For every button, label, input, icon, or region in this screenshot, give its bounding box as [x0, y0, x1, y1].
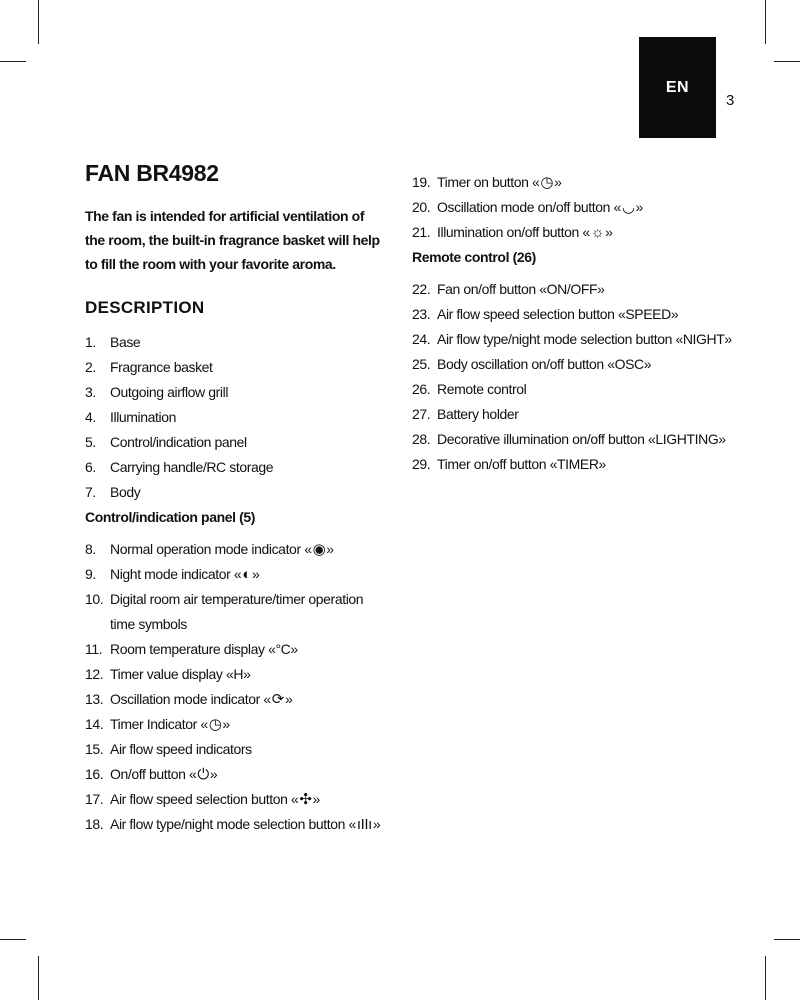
item-text: Oscillation mode on/off button « [437, 199, 621, 215]
list-item [412, 277, 772, 302]
item-text: Body [110, 484, 141, 500]
item-text: Illumination [110, 409, 177, 425]
item-number: 26. [412, 381, 431, 397]
item-text-wrap [437, 195, 772, 220]
item-text: Timer value display «H» [110, 666, 251, 682]
list-item [412, 377, 772, 402]
item-number: 10. [85, 591, 104, 607]
item-text-wrap [110, 762, 385, 787]
item-text-wrap [110, 455, 385, 480]
item-number: 11. [85, 641, 103, 657]
item-text-end: » [635, 199, 643, 215]
list-item [412, 302, 772, 327]
list-item [412, 402, 772, 427]
panel-list [85, 537, 385, 837]
remote-list [412, 277, 772, 477]
list-item [85, 687, 385, 712]
item-text: Air flow type/night mode selection button «NIGHT» [437, 331, 732, 347]
item-number: 19. [412, 174, 431, 190]
item-text-wrap [110, 712, 385, 737]
list-item [85, 562, 385, 587]
item-text-wrap [110, 537, 385, 562]
item-text-wrap [110, 355, 385, 380]
flow-type-icon: ıIIı [356, 816, 372, 833]
item-text-end: » [554, 174, 562, 190]
item-text: Battery holder [437, 406, 519, 422]
item-text-wrap [437, 302, 772, 327]
item-text-wrap [110, 637, 385, 662]
item-number: 16. [85, 766, 104, 782]
item-text: Timer on button « [437, 174, 540, 190]
item-text: Normal operation mode indicator « [110, 541, 312, 557]
item-number: 17. [85, 791, 104, 807]
list-item [412, 452, 772, 477]
list-item [85, 762, 385, 787]
item-text-end: » [209, 766, 218, 782]
item-text-wrap [437, 377, 772, 402]
remote-heading: Remote control (26) [412, 249, 536, 265]
list-item [412, 220, 772, 245]
item-number: 1. [85, 334, 96, 350]
item-text: Outgoing airflow grill [110, 384, 229, 400]
item-text-wrap [110, 737, 385, 762]
list-item [85, 587, 385, 637]
intro-paragraph: The fan is intended for artificial ventilation of the room, the built-in fragrance basket will help to fill the room with your favorite aroma. [85, 208, 380, 272]
item-text-wrap [437, 327, 772, 352]
normal-mode-icon: ◉ [312, 541, 326, 558]
list-item [85, 355, 385, 380]
list-item [85, 455, 385, 480]
oscillation-icon: ◡ [621, 199, 635, 216]
crop-mark [0, 939, 26, 940]
list-item [412, 327, 772, 352]
item-text-wrap [437, 452, 772, 477]
list-item [85, 787, 385, 812]
buttons-list [412, 170, 772, 245]
language-tab [639, 37, 716, 138]
oscillation-indicator-icon: ⟳ [271, 691, 284, 708]
item-text-wrap [110, 430, 385, 455]
power-icon: ⏻ [197, 766, 209, 783]
item-number: 4. [85, 409, 96, 425]
item-number: 29. [412, 456, 431, 472]
item-text-wrap [110, 562, 385, 587]
item-number: 14. [85, 716, 104, 732]
left-column [85, 160, 385, 837]
item-text-end: » [372, 816, 381, 832]
item-text-wrap [110, 587, 385, 637]
item-text: Carrying handle/RC storage [110, 459, 274, 475]
item-text: Oscillation mode indicator « [110, 691, 271, 707]
item-text-wrap [110, 662, 385, 687]
item-text-end: » [312, 791, 320, 807]
item-number: 28. [412, 431, 431, 447]
list-item [85, 430, 385, 455]
item-text: Base [110, 334, 141, 350]
item-text-wrap [437, 170, 772, 195]
item-text-wrap [110, 812, 385, 837]
page-number: 3 [726, 92, 735, 109]
item-text: Body oscillation on/off button «OSC» [437, 356, 652, 372]
item-number: 3. [85, 384, 96, 400]
crop-mark [774, 939, 800, 940]
night-mode-icon: ◐ [242, 566, 251, 583]
timer-icon: ◷ [540, 174, 554, 191]
list-item [412, 170, 772, 195]
item-text: Digital room air temperature/timer operation time symbols [110, 591, 364, 632]
item-number: 5. [85, 434, 96, 450]
crop-mark [765, 0, 766, 44]
list-item [412, 352, 772, 377]
item-number: 7. [85, 484, 96, 500]
fan-speed-icon: ✣ [299, 791, 312, 808]
item-text-wrap [437, 427, 772, 452]
item-number: 22. [412, 281, 431, 297]
item-text: Air flow speed selection button «SPEED» [437, 306, 679, 322]
item-text-wrap [437, 402, 772, 427]
item-text-end: » [284, 691, 293, 707]
crop-mark [765, 956, 766, 1000]
page-title: FAN BR4982 [85, 160, 219, 186]
right-column [412, 170, 772, 477]
item-text: On/off button « [110, 766, 197, 782]
item-number: 20. [412, 199, 431, 215]
list-item [85, 637, 385, 662]
list-item [85, 737, 385, 762]
list-item [85, 330, 385, 355]
crop-mark [38, 956, 39, 1000]
item-text-wrap [110, 787, 385, 812]
list-item [412, 427, 772, 452]
item-number: 21. [412, 224, 431, 240]
item-number: 2. [85, 359, 96, 375]
list-item [85, 662, 385, 687]
item-text: Air flow type/night mode selection button « [110, 816, 356, 832]
item-number: 6. [85, 459, 96, 475]
item-number: 23. [412, 306, 431, 322]
item-text-wrap [110, 480, 385, 505]
item-number: 15. [85, 741, 104, 757]
item-number: 25. [412, 356, 431, 372]
item-text-wrap [110, 330, 385, 355]
list-item [85, 537, 385, 562]
item-number: 12. [85, 666, 104, 682]
item-number: 8. [85, 541, 96, 557]
description-heading: DESCRIPTION [85, 298, 205, 317]
item-text: Timer Indicator « [110, 716, 208, 732]
item-text: Remote control [437, 381, 527, 397]
item-text-end: » [222, 716, 230, 732]
item-text-wrap [437, 277, 772, 302]
list-item [85, 712, 385, 737]
item-text-end: » [326, 541, 334, 557]
parts-list [85, 330, 385, 505]
item-number: 18. [85, 816, 104, 832]
item-text: Night mode indicator « [110, 566, 242, 582]
crop-mark [38, 0, 39, 44]
list-item [85, 405, 385, 430]
item-text-end: » [251, 566, 260, 582]
crop-mark [774, 61, 800, 62]
item-text: Decorative illumination on/off button «LIGHTING» [437, 431, 726, 447]
list-item [85, 480, 385, 505]
item-text-wrap [437, 352, 772, 377]
crop-mark [0, 61, 26, 62]
item-text: Air flow speed selection button « [110, 791, 299, 807]
item-text-wrap [437, 220, 772, 245]
item-text: Fragrance basket [110, 359, 213, 375]
item-number: 13. [85, 691, 104, 707]
timer-indicator-icon: ◷ [208, 716, 222, 733]
item-number: 27. [412, 406, 431, 422]
item-text: Control/indication panel [110, 434, 247, 450]
list-item [85, 812, 385, 837]
language-label: EN [665, 78, 690, 96]
item-text-wrap [110, 687, 385, 712]
item-text: Timer on/off button «TIMER» [437, 456, 606, 472]
item-text-wrap [110, 405, 385, 430]
item-number: 9. [85, 566, 96, 582]
item-text: Air flow speed indicators [110, 741, 252, 757]
list-item [85, 380, 385, 405]
panel-heading: Control/indication panel (5) [85, 509, 256, 525]
item-number: 24. [412, 331, 431, 347]
item-text-end: » [605, 224, 613, 240]
item-text: Fan on/off button «ON/OFF» [437, 281, 605, 297]
item-text: Room temperature display «°C» [110, 641, 298, 657]
list-item [412, 195, 772, 220]
light-icon: ☼ [590, 224, 605, 241]
item-text-wrap [110, 380, 385, 405]
item-text: Illumination on/off button « [437, 224, 590, 240]
